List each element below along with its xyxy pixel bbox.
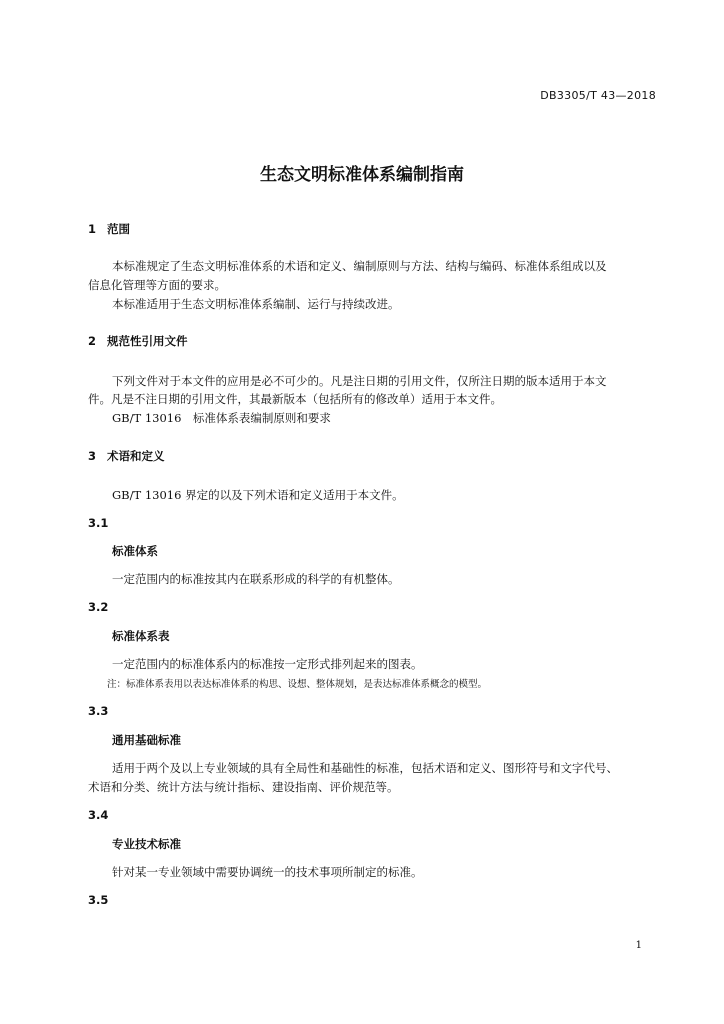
section-3-heading <box>88 448 165 464</box>
section-title: 规范性引用文件 <box>107 334 188 348</box>
term-number: 3.4 <box>88 808 109 822</box>
term-definition-line-1: 适用于两个及以上专业领域的具有全局性和基础性的标准，包括术语和定义、图形符号和文字代号、 <box>112 761 618 775</box>
term-definition: 一定范围内的标准体系内的标准按一定形式排列起来的图表。 <box>112 657 423 671</box>
term-name: 标准体系 <box>112 544 158 558</box>
section-title: 术语和定义 <box>107 449 165 463</box>
term-name: 通用基础标准 <box>112 733 181 747</box>
term-number: 3.2 <box>88 600 109 614</box>
section-1-heading <box>88 221 130 237</box>
term-definition-line-2: 术语和分类、统计方法与统计指标、建设指南、评价规范等。 <box>88 780 399 794</box>
section-title: 范围 <box>107 222 130 236</box>
term-number: 3.3 <box>88 704 109 718</box>
section-number: 1 <box>88 222 97 236</box>
document-number: DB3305/T 43—2018 <box>540 89 656 102</box>
section-2-paragraph-1-line-1: 下列文件对于本文件的应用是必不可少的。凡是注日期的引用文件，仅所注日期的版本适用于本文 <box>112 374 607 388</box>
term-name: 专业技术标准 <box>112 837 181 851</box>
section-number: 2 <box>88 334 97 348</box>
term-number: 3.5 <box>88 893 109 907</box>
section-1-paragraph-2: 本标准适用于生态文明标准体系编制、运行与持续改进。 <box>112 297 400 311</box>
term-definition: 针对某一专业领域中需要协调统一的技术事项所制定的标准。 <box>112 865 423 879</box>
section-1-paragraph-1-line-1: 本标准规定了生态文明标准体系的术语和定义、编制原则与方法、结构与编码、标准体系组成以及 <box>112 259 607 273</box>
page-number: 1 <box>635 940 642 951</box>
document-title: 生态文明标准体系编制指南 <box>260 165 464 185</box>
term-note: 注：标准体系表用以表达标准体系的构思、设想、整体规划，是表达标准体系概念的模型。 <box>107 679 488 690</box>
term-number: 3.1 <box>88 516 109 530</box>
normative-reference: GB/T 13016 标准体系表编制原则和要求 <box>112 411 331 425</box>
section-1-paragraph-1-line-2: 信息化管理等方面的要求。 <box>88 278 226 292</box>
term-name: 标准体系表 <box>112 629 170 643</box>
section-2-paragraph-1-line-2: 件。凡是不注日期的引用文件，其最新版本（包括所有的修改单）适用于本文件。 <box>88 392 502 406</box>
section-3-intro: GB/T 13016 界定的以及下列术语和定义适用于本文件。 <box>112 488 404 502</box>
section-2-heading <box>88 333 188 349</box>
term-definition: 一定范围内的标准按其内在联系形成的科学的有机整体。 <box>112 572 400 586</box>
section-number: 3 <box>88 449 97 463</box>
